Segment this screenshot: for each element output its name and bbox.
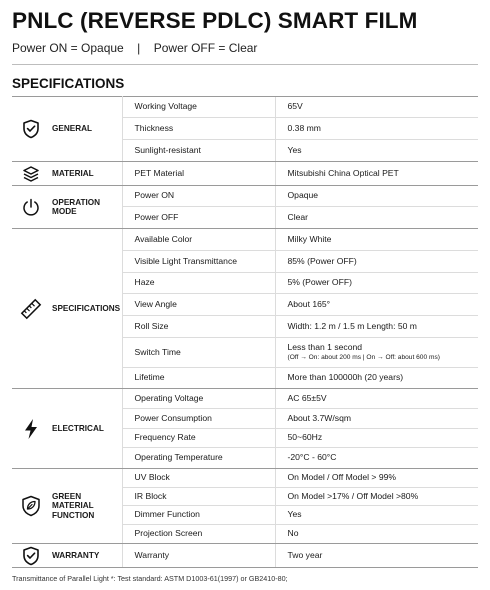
spec-row-uv-block bbox=[12, 469, 478, 488]
spec-name: Warranty bbox=[122, 544, 275, 568]
spec-value: Yes bbox=[287, 144, 302, 155]
spec-value-cell bbox=[275, 229, 478, 251]
spec-name: Haze bbox=[122, 273, 275, 294]
subtitle-separator: | bbox=[137, 41, 141, 55]
power-off-note: Power OFF = Clear bbox=[153, 41, 258, 55]
spec-value: AC 65±5V bbox=[287, 392, 327, 403]
spec-value-cell bbox=[275, 488, 478, 506]
lightning-icon bbox=[12, 418, 50, 440]
category-icon-cell bbox=[12, 469, 50, 544]
subtitle bbox=[12, 41, 257, 55]
spec-row-working-voltage bbox=[12, 97, 478, 118]
spec-name: Lifetime bbox=[122, 368, 275, 389]
ruler-icon bbox=[12, 298, 50, 320]
section-heading: SPECIFICATIONS bbox=[12, 76, 125, 91]
category-label: WARRANTY bbox=[50, 544, 122, 568]
spec-value: On Model >17% / Off Model >80% bbox=[287, 490, 419, 501]
category-icon-cell bbox=[12, 186, 50, 229]
category-icon-cell bbox=[12, 389, 50, 469]
spec-value-cell bbox=[275, 207, 478, 229]
spec-value-cell bbox=[275, 544, 478, 568]
spec-value-cell bbox=[275, 97, 478, 118]
spec-value: No bbox=[287, 528, 299, 539]
category-icon-cell bbox=[12, 97, 50, 162]
power-on-note: Power ON = Opaque bbox=[12, 41, 124, 55]
category-label: OPERATION MODE bbox=[50, 186, 122, 229]
spec-name: Available Color bbox=[122, 229, 275, 251]
spec-value: 0.38 mm bbox=[287, 122, 321, 133]
spec-name: Power Consumption bbox=[122, 409, 275, 429]
spec-name: View Angle bbox=[122, 294, 275, 316]
spec-name: Thickness bbox=[122, 118, 275, 140]
spec-value-cell bbox=[275, 251, 478, 273]
spec-name: UV Block bbox=[122, 469, 275, 488]
spec-value: 65V bbox=[287, 101, 303, 112]
spec-value: Milky White bbox=[287, 233, 332, 244]
spec-name: Visible Light Transmittance bbox=[122, 251, 275, 273]
spec-value: Two year bbox=[287, 549, 323, 560]
spec-row-available-color bbox=[12, 229, 478, 251]
footnote: Transmittance of Parallel Light *: Test standard: ASTM D1003-61(1997) or GB2410-80; bbox=[12, 574, 288, 583]
spec-value-cell bbox=[275, 389, 478, 409]
spec-value-cell bbox=[275, 294, 478, 316]
shield-check-icon bbox=[12, 546, 50, 566]
spec-value-cell bbox=[275, 273, 478, 294]
category-label: ELECTRICAL bbox=[50, 389, 122, 469]
spec-table-body bbox=[12, 97, 478, 568]
spec-row-pet-material bbox=[12, 162, 478, 186]
spec-value-cell bbox=[275, 338, 478, 368]
layers-icon bbox=[12, 165, 50, 183]
spec-value: Width: 1.2 m / 1.5 m Length: 50 m bbox=[287, 320, 417, 331]
spec-name: Dimmer Function bbox=[122, 506, 275, 525]
shield-check-icon bbox=[12, 119, 50, 139]
spec-value-cell bbox=[275, 448, 478, 469]
spec-value: About 3.7W/sqm bbox=[287, 412, 352, 423]
spec-value: Clear bbox=[287, 211, 309, 222]
page-title: PNLC (REVERSE PDLC) SMART FILM bbox=[12, 8, 418, 33]
spec-value-cell bbox=[275, 316, 478, 338]
spec-name: PET Material bbox=[122, 162, 275, 186]
spec-table bbox=[12, 96, 478, 568]
spec-value: On Model / Off Model > 99% bbox=[287, 472, 397, 483]
spec-row-warranty bbox=[12, 544, 478, 568]
spec-value-cell bbox=[275, 409, 478, 429]
spec-value: 50~60Hz bbox=[287, 432, 323, 443]
spec-name: Operating Voltage bbox=[122, 389, 275, 409]
spec-value-cell bbox=[275, 118, 478, 140]
spec-value-cell bbox=[275, 140, 478, 162]
spec-value-cell bbox=[275, 506, 478, 525]
spec-value: 85% (Power OFF) bbox=[287, 255, 357, 266]
spec-value: Less than 1 second bbox=[287, 342, 363, 353]
spec-name: Working Voltage bbox=[122, 97, 275, 118]
spec-value: More than 100000h (20 years) bbox=[287, 372, 404, 383]
eco-shield-icon bbox=[12, 495, 50, 517]
spec-value-detail: (Off → On: about 200 ms | On → Off: about 600 ms) bbox=[287, 354, 440, 362]
spec-value-cell bbox=[275, 429, 478, 448]
category-label: SPECIFICATIONS bbox=[50, 229, 122, 389]
spec-value-cell bbox=[275, 469, 478, 488]
spec-value: Mitsubishi China Optical PET bbox=[287, 167, 399, 178]
spec-name: Operating Temperature bbox=[122, 448, 275, 469]
spec-value-cell bbox=[275, 162, 478, 186]
spec-name: Roll Size bbox=[122, 316, 275, 338]
category-label: GENERAL bbox=[50, 97, 122, 162]
category-icon-cell bbox=[12, 544, 50, 568]
spec-value-cell bbox=[275, 186, 478, 207]
category-label: MATERIAL bbox=[50, 162, 122, 186]
spec-value: About 165° bbox=[287, 298, 331, 309]
spec-value: 5% (Power OFF) bbox=[287, 277, 352, 288]
spec-name: Projection Screen bbox=[122, 525, 275, 544]
category-label: GREEN MATERIAL FUNCTION bbox=[50, 469, 122, 544]
spec-value: -20°C - 60°C bbox=[287, 452, 337, 463]
category-icon-cell bbox=[12, 162, 50, 186]
category-icon-cell bbox=[12, 229, 50, 389]
spec-row-power-on bbox=[12, 186, 478, 207]
spec-name: Power ON bbox=[122, 186, 275, 207]
spec-value: Yes bbox=[287, 509, 302, 520]
spec-name: Frequency Rate bbox=[122, 429, 275, 448]
spec-value-cell bbox=[275, 525, 478, 544]
header-divider bbox=[12, 64, 478, 65]
power-icon bbox=[12, 197, 50, 217]
spec-value: Opaque bbox=[287, 190, 319, 201]
spec-name: IR Block bbox=[122, 488, 275, 506]
spec-name: Power OFF bbox=[122, 207, 275, 229]
spec-name: Sunlight-resistant bbox=[122, 140, 275, 162]
spec-row-operating-voltage bbox=[12, 389, 478, 409]
spec-value-cell bbox=[275, 368, 478, 389]
spec-name: Switch Time bbox=[122, 338, 275, 368]
